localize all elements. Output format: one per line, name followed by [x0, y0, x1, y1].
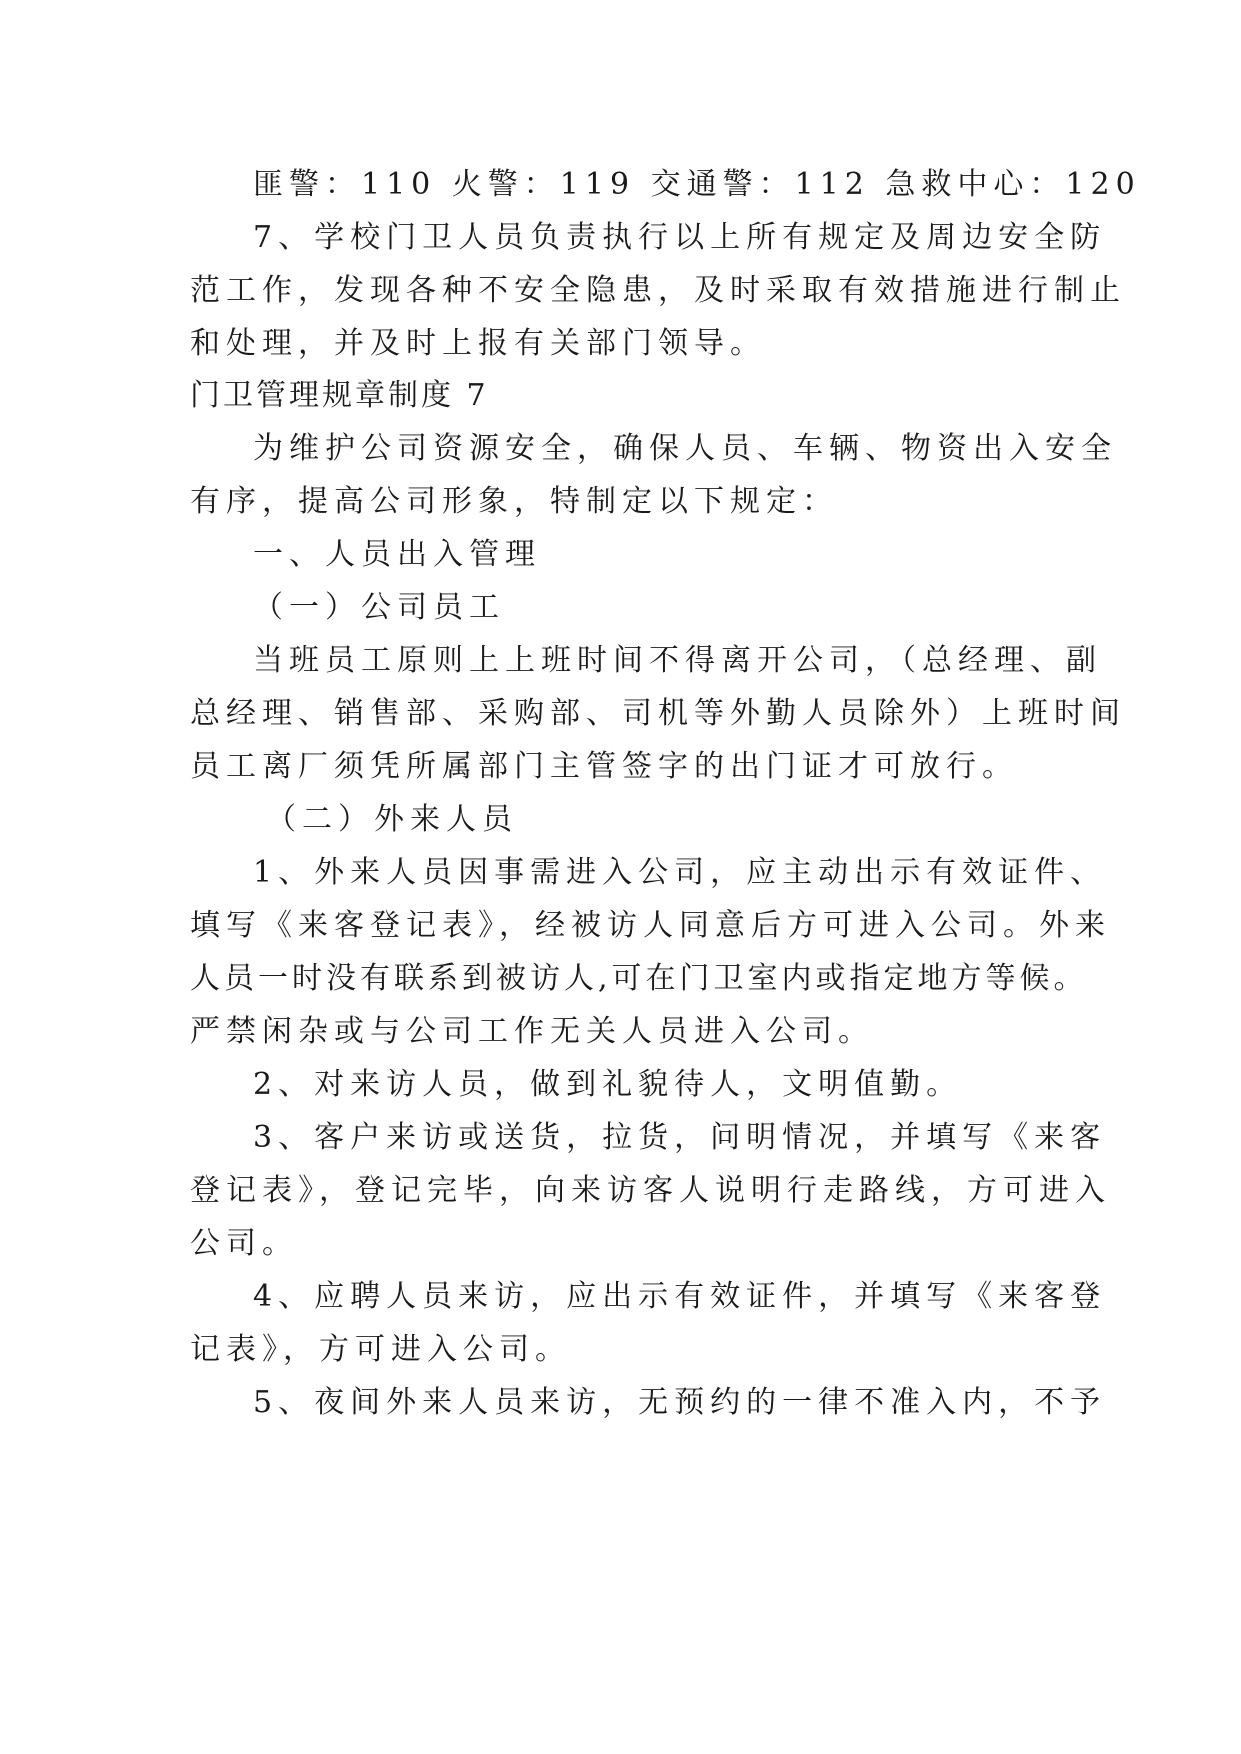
paragraph-line: 严禁闲杂或与公司工作无关人员进入公司。 [190, 1014, 874, 1049]
paragraph-line: 3、客户来访或送货，拉货，问明情况，并填写《来客 [253, 1120, 1107, 1155]
paragraph-line: 2、对来访人员，做到礼貌待人，文明值勤。 [253, 1067, 963, 1102]
paragraph-line: 公司。 [190, 1226, 298, 1261]
paragraph-line: 7、学校门卫人员负责执行以上所有规定及周边安全防 [253, 220, 1107, 255]
paragraph-line: 记表》，方可进入公司。 [190, 1332, 571, 1367]
paragraph-line: 1、外来人员因事需进入公司，应主动出示有效证件、 [253, 855, 1107, 890]
paragraph-line: 员工离厂须凭所属部门主管签字的出门证才可放行。 [190, 749, 1018, 784]
paragraph-line: 登记表》，登记完毕，向来访客人说明行走路线，方可进入 [190, 1173, 1111, 1208]
subheading-company-staff: （一）公司员工 [253, 590, 505, 625]
paragraph-line: 5、夜间外来人员来访，无预约的一律不准入内，不予 [253, 1385, 1107, 1420]
subheading-personnel-management: 一、人员出入管理 [253, 537, 541, 572]
paragraph-line: 当班员工原则上上班时间不得离开公司，（总经理、副 [253, 643, 1102, 678]
paragraph-line: 人员一时没有联系到被访人,可在门卫室内或指定地方等候。 [190, 961, 1088, 996]
emergency-numbers-line: 匪警：110 火警：119 交通警：112 急救中心：120 [253, 167, 1141, 202]
paragraph-line: 4、应聘人员来访，应出示有效证件，并填写《来客登 [253, 1279, 1107, 1314]
paragraph-line: 总经理、销售部、采购部、司机等外勤人员除外）上班时间 [190, 696, 1126, 731]
paragraph-line: 有序，提高公司形象，特制定以下规定： [190, 484, 838, 519]
section-heading: 门卫管理规章制度 7 [190, 378, 489, 413]
paragraph-line: 和处理，并及时上报有关部门领导。 [190, 326, 766, 361]
paragraph-line: 范工作，发现各种不安全隐患，及时采取有效措施进行制止 [190, 273, 1126, 308]
paragraph-line: 为维护公司资源安全，确保人员、车辆、物资出入安全 [253, 431, 1117, 466]
subheading-visitors: （二）外来人员 [266, 802, 518, 837]
paragraph-line: 填写《来客登记表》，经被访人同意后方可进入公司。外来 [190, 908, 1111, 943]
